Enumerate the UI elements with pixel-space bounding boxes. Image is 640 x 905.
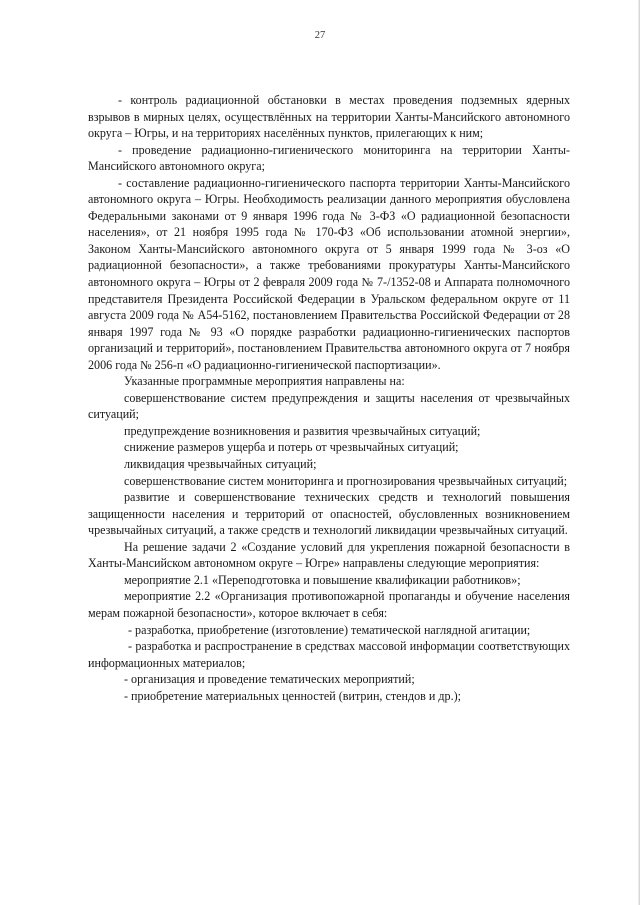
paragraph: снижение размеров ущерба и потерь от чрезвычайных ситуаций; [124,440,459,455]
document-body [88,92,570,704]
paragraph: мероприятие 2.1 «Переподготовка и повышение квалификации работников»; [124,572,521,587]
paragraph: - разработка, приобретение (изготовление) тематической наглядной агитации; [128,622,531,637]
paragraph: - приобретение материальных ценностей (витрин, стендов и др.); [124,688,461,703]
paragraph: Указанные программные мероприятия направлены на: [124,374,405,389]
paragraph: - организация и проведение тематических мероприятий; [124,672,415,687]
paragraph: - контроль радиационной обстановки в местах проведения подземных ядерных взрывов в мирных целях, осуществлённых на территории Ханты-Мансийского автономного округа – Югры, и на территориях населённых пунктов, прилегающих к ним; [88,93,570,141]
paragraph: совершенствование систем мониторинга и прогнозирования чрезвычайных ситуаций; [124,473,568,488]
page-number: 27 [314,30,326,41]
paragraph: - составление радиационно-гигиенического паспорта территории Ханты-Мансийского автономного округа – Югры. Необходимость реализации данного мероприятия обусловлена Федеральными законами от 9 января 1996 года № 3-ФЗ «О радиационной безопасности населения», от 21 ноября 1995 года № 170-ФЗ «Об использовании атомной энергии», Законом Ханты-Мансийского автономного округа от 5 января 1999 года № 3-оз «О радиационной безопасности», а также требованиями прокуратуры Ханты-Мансийского автономного округа – Югры от 2 февраля 2009 года № 7-/1352-08 и Аппарата полномочного представителя Президента Российской Федерации в Уральском федеральном округе от 11 августа 2009 года № А54-5162, постановлением Правительства Российской Федерации от 28 января 1997 года № 93 «О порядке разработки радиационно-гигиенических паспортов организаций и территорий», постановлением Правительства автономного округа от 7 ноября 2006 года № 256-п «О радиационно-гигиенической паспортизации». [88,175,570,372]
paragraph: предупреждение возникновения и развития чрезвычайных ситуаций; [124,423,481,438]
paragraph: развитие и совершенствование технических средств и технологий повышения защищенности населения и территорий от опасностей, обусловленных возникновением чрезвычайных ситуаций, а также средств и технологий ликвидации чрезвычайных ситуаций. [88,490,570,538]
paragraph: ликвидация чрезвычайных ситуаций; [124,457,317,472]
paragraph: - разработка и распространение в средствах массовой информации соответствующих информационных материалов; [88,639,570,670]
paragraph: мероприятие 2.2 «Организация противопожарной пропаганды и обучение населения мерам пожарной безопасности», которое включает в себя: [88,589,570,620]
paragraph: - проведение радиационно-гигиенического мониторинга на территории Ханты-Мансийского автономного округа; [88,142,570,174]
paragraph: совершенствование систем предупреждения и защиты населения от чрезвычайных ситуаций; [88,390,570,422]
paragraph: На решение задачи 2 «Создание условий для укрепления пожарной безопасности в Ханты-Мансийском автономном округе – Югре» направлены следующие мероприятия: [88,539,570,571]
